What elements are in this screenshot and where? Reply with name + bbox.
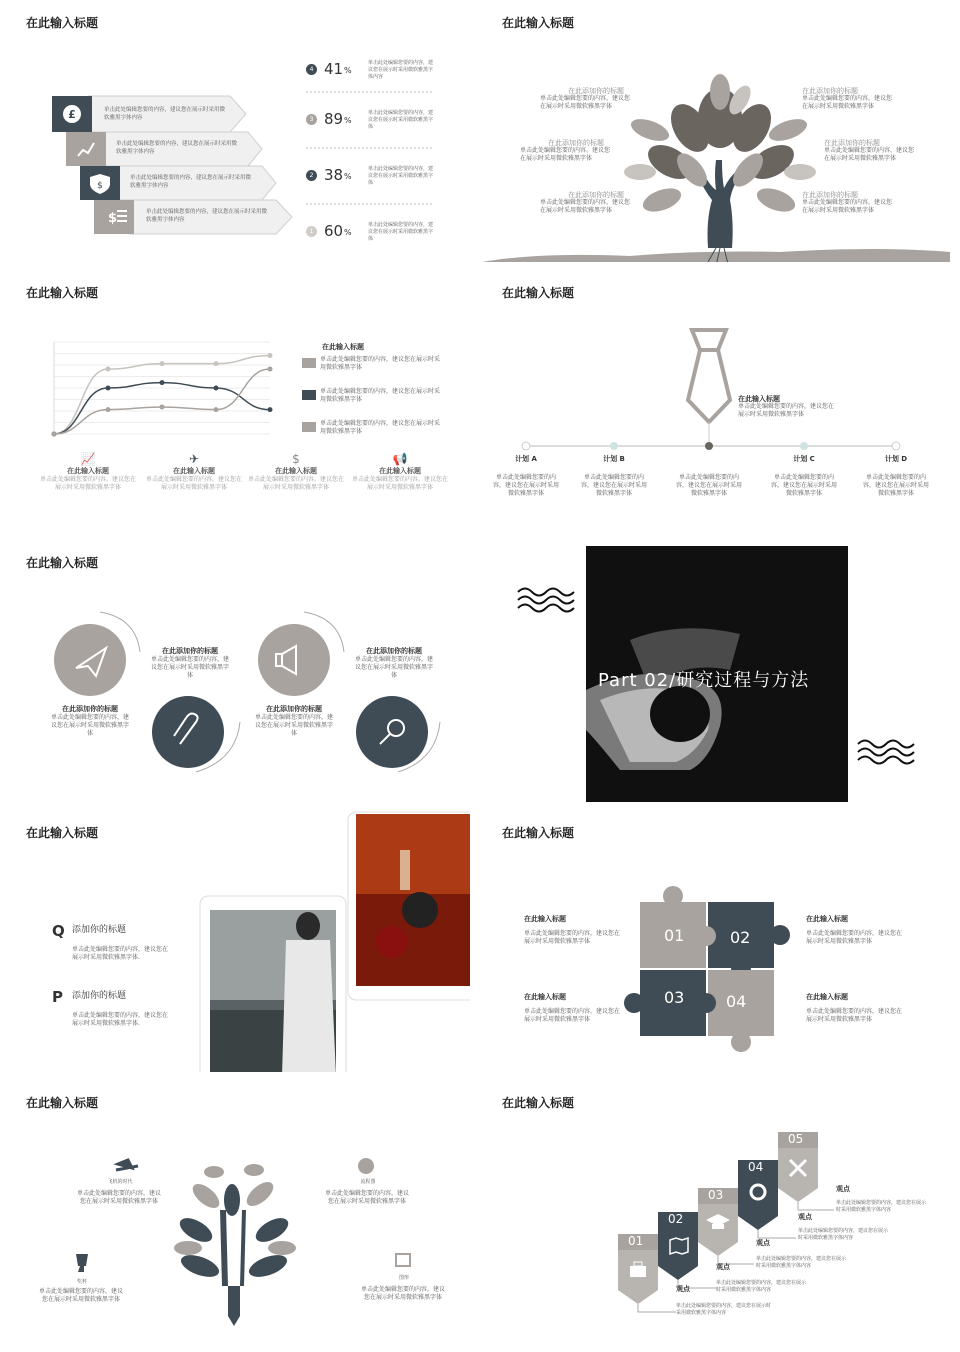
item-title: 在此添加你的标题 (266, 705, 322, 713)
callout-text: 单击此处编辑您要的内容，建议您在展示时采用微软雅黑字体 (738, 403, 835, 418)
item-text: 单击此处编辑您要的内容，建议您在展示时采用微软雅黑字体 (360, 1286, 445, 1301)
slide-7 (0, 810, 470, 1072)
item-title: 在此输入标题 (524, 993, 566, 1001)
icon-label: 飞机的时代 (107, 1179, 133, 1185)
slide-8 (480, 810, 950, 1072)
stat-text: 单击此处编辑您要的内容，建议您在展示时采用微软雅黑字体 (368, 166, 434, 186)
branch-text: 单击此处编辑您要的内容，建议您在展示时采用微软雅黑字体 (540, 199, 631, 214)
dollar-icon: $ (292, 452, 300, 466)
stat-text: 单击此处编辑您要的内容，建议您在展示时采用微软雅黑字体 (368, 222, 434, 242)
slide-title: 在此输入标题 (502, 826, 575, 840)
q-title: 添加你的标题 (72, 925, 127, 935)
item-text: 单击此处编辑您要的内容，建议您在展示时采用微软雅黑字体 (524, 930, 621, 945)
feature-text: 单击此处编辑您要的内容，建议您在展示时采用微软雅黑字体 (40, 476, 137, 491)
piece-number: 01 (664, 926, 685, 945)
stat-row (306, 60, 436, 90)
item-text: 单击此处编辑您要的内容，建议您在展示时采用微软雅黑字体 (38, 1288, 123, 1303)
item-text: 单击此处编辑您要的内容，建议您在展示时采用微软雅黑字体 (806, 930, 903, 945)
callout-title: 在此输入标题 (738, 395, 780, 403)
item-title: 在此添加你的标题 (366, 647, 422, 655)
line-chart-icon: 📈 (80, 452, 96, 466)
data-point (106, 367, 111, 372)
slide-6 (480, 540, 950, 802)
item-text: 单击此处编辑您要的内容，建议您在展示时采用微软雅黑字体 (324, 1190, 409, 1205)
slide-10 (480, 1080, 950, 1342)
branch-text: 单击此处编辑您要的内容，建议您在展示时采用微软雅黑字体 (824, 147, 915, 162)
data-point (214, 407, 219, 412)
branch-text: 单击此处编辑您要的内容，建议您在展示时采用微软雅黑字体 (520, 147, 611, 162)
viewpoint-text: 单击此处编辑您要的内容，建议您在展示时采用微软雅黑字体内容 (798, 1228, 889, 1241)
branch-text: 单击此处编辑您要的内容，建议您在展示时采用微软雅黑字体 (802, 199, 893, 214)
legend-title: 在此输入标题 (322, 343, 364, 351)
branch-title: 在此添加你的标题 (568, 87, 624, 95)
item-title: 在此添加你的标题 (62, 705, 118, 713)
viewpoint-label: 观点 (798, 1213, 812, 1221)
stat-unit: % (344, 172, 352, 181)
branch-title: 在此添加你的标题 (568, 191, 624, 199)
plan-label: 计划 B (603, 455, 625, 463)
feature-title: 在此输入标题 (67, 467, 109, 475)
slide-4 (480, 270, 950, 532)
step-number: 03 (708, 1188, 724, 1202)
piece-number: 04 (726, 992, 747, 1011)
viewpoint-label: 观点 (716, 1263, 730, 1271)
plan-label: 计划 A (515, 455, 537, 463)
data-point (160, 404, 165, 409)
slide-title: 在此输入标题 (26, 16, 99, 30)
step-text: 单击此处编辑您要的内容，建议您在展示时采用微软雅黑字体内容 (146, 209, 268, 223)
slide-2 (480, 0, 950, 262)
stat-row (306, 166, 436, 196)
item-title: 在此输入标题 (806, 915, 848, 923)
item-text: 单击此处编辑您要的内容，建议您在展示时采用微软雅黑字体 (806, 1008, 903, 1023)
item-text: 单击此处编辑您要的内容，建议您在展示时采用微软雅黑字体 (254, 714, 333, 737)
feature (248, 452, 344, 492)
q-text: 单击此处编辑您要的内容，建议您在展示时采用微软雅黑字体. (72, 946, 169, 961)
feature (146, 452, 242, 492)
legend-swatch (302, 358, 316, 368)
feature-text: 单击此处编辑您要的内容，建议您在展示时采用微软雅黑字体 (248, 476, 345, 491)
item-title: 在此输入标题 (806, 993, 848, 1001)
step-number: 01 (628, 1234, 644, 1248)
stat-row (306, 110, 436, 140)
stat-text: 单击此处编辑您要的内容，建议您在展示时采用微软雅黑字体 (368, 110, 434, 130)
step-number: 02 (668, 1212, 684, 1226)
wave-icon (858, 741, 914, 764)
step-text: 单击此处编辑您要的内容，建议您在展示时采用微软雅黑字体内容 (116, 141, 238, 155)
viewpoint-label: 观点 (836, 1185, 850, 1193)
viewpoint-label: 观点 (676, 1285, 690, 1293)
slide-title: 在此输入标题 (26, 826, 99, 840)
feature (352, 452, 448, 492)
feature-title: 在此输入标题 (275, 467, 317, 475)
slide-5 (0, 540, 470, 802)
q-letter: Q (52, 922, 65, 940)
feature-title: 在此输入标题 (379, 467, 421, 475)
item-text: 单击此处编辑您要的内容，建议您在展示时采用微软雅黑字体 (354, 656, 433, 679)
data-point (106, 386, 111, 391)
data-point (160, 380, 165, 385)
branch-title: 在此添加你的标题 (802, 87, 858, 95)
branch-title: 在此添加你的标题 (802, 191, 858, 199)
step-text: 单击此处编辑您要的内容，建议您在展示时采用微软雅黑字体内容 (130, 175, 252, 189)
airplane-icon: ✈ (188, 452, 200, 466)
branch-text: 单击此处编辑您要的内容，建议您在展示时采用微软雅黑字体 (540, 95, 631, 110)
feature-title: 在此输入标题 (173, 467, 215, 475)
legend-swatch (302, 422, 316, 432)
slide-3 (0, 270, 470, 532)
slide-title: 在此输入标题 (26, 556, 99, 570)
plan-text: 单击此处编辑您要的内容，建议您在展示时采用微软雅黑字体 (492, 474, 559, 497)
plan-label: 计划 C (793, 455, 815, 463)
svg-text:$: $ (97, 181, 103, 191)
stat-text: 单击此处编辑您要的内容，建议您在展示时采用微软雅黑字体内容 (368, 60, 434, 80)
feature (40, 452, 136, 492)
data-point (268, 367, 273, 372)
p-letter: P (52, 988, 63, 1006)
data-point (160, 361, 165, 366)
stat-number-badge: 2 (306, 170, 317, 181)
icon-label: 奖杯 (76, 1279, 87, 1285)
icon-label: 图形 (398, 1275, 409, 1281)
step-text: 单击此处编辑您要的内容，建议您在展示时采用微软雅黑字体内容 (104, 107, 226, 121)
section-title: Part 02/研究过程与方法 (598, 670, 810, 691)
item-text: 单击此处编辑您要的内容，建议您在展示时采用微软雅黑字体 (150, 656, 229, 679)
stat-value: 41 (324, 60, 344, 78)
hand-tree-graphic (480, 0, 950, 262)
piece-number: 02 (730, 928, 751, 947)
tie-icon (688, 330, 730, 422)
slide-title: 在此输入标题 (502, 16, 575, 30)
svg-text:$: $ (108, 211, 118, 226)
data-point (106, 407, 111, 412)
data-point (268, 353, 273, 358)
stat-number-badge: 1 (306, 226, 317, 237)
plan-text: 单击此处编辑您要的内容，建议您在展示时采用微软雅黑字体 (770, 474, 837, 497)
step-number: 05 (788, 1132, 804, 1146)
stat-value: 60 (324, 222, 344, 240)
legend-text: 单击此处编辑您要的内容，建议您在展示时采用微软雅黑字体 (320, 356, 441, 371)
item-text: 单击此处编辑您要的内容，建议您在展示时采用微软雅黑字体 (524, 1008, 621, 1023)
viewpoint-text: 单击此处编辑您要的内容，建议您在展示时采用微软雅黑字体内容 (756, 1256, 847, 1269)
svg-text:£: £ (68, 108, 76, 121)
megaphone-icon: 📢 (392, 452, 408, 466)
stat-number-badge: 3 (306, 114, 317, 125)
p-text: 单击此处编辑您要的内容，建议您在展示时采用微软雅黑字体. (72, 1012, 169, 1027)
legend-text: 单击此处编辑您要的内容，建议您在展示时采用微软雅黑字体 (320, 388, 441, 403)
stat-unit: % (344, 116, 352, 125)
data-point (52, 432, 57, 437)
plan-label: 计划 D (884, 455, 908, 463)
feature-text: 单击此处编辑您要的内容，建议您在展示时采用微软雅黑字体 (352, 476, 449, 491)
item-title: 在此添加你的标题 (162, 647, 218, 655)
item-text: 单击此处编辑您要的内容，建议您在展示时采用微软雅黑字体 (76, 1190, 161, 1205)
slide-9 (0, 1080, 470, 1342)
stat-value: 38 (324, 166, 344, 184)
feature-text: 单击此处编辑您要的内容，建议您在展示时采用微软雅黑字体 (146, 476, 243, 491)
stat-value: 89 (324, 110, 344, 128)
data-point (214, 361, 219, 366)
viewpoint-label: 观点 (756, 1239, 770, 1247)
branch-text: 单击此处编辑您要的内容，建议您在展示时采用微软雅黑字体 (802, 95, 893, 110)
legend-text: 单击此处编辑您要的内容，建议您在展示时采用微软雅黑字体 (320, 420, 441, 435)
icon-label: 流程图 (360, 1179, 376, 1185)
plan-text: 单击此处编辑您要的内容，建议您在展示时采用微软雅黑字体 (862, 474, 929, 497)
stat-unit: % (344, 228, 352, 237)
item-title: 在此输入标题 (524, 915, 566, 923)
slide-title: 在此输入标题 (26, 286, 99, 300)
stat-row (306, 222, 436, 252)
device-mockup (0, 810, 470, 1072)
item-text: 单击此处编辑您要的内容，建议您在展示时采用微软雅黑字体 (50, 714, 129, 737)
data-point (268, 407, 273, 412)
data-point (214, 386, 219, 391)
stat-unit: % (344, 66, 352, 75)
branch-title: 在此添加你的标题 (548, 139, 604, 147)
legend-swatch (302, 390, 316, 400)
slide-title: 在此输入标题 (502, 1096, 575, 1110)
step-number: 04 (748, 1160, 764, 1174)
plan-text: 单击此处编辑您要的内容，建议您在展示时采用微软雅黑字体 (580, 474, 647, 497)
viewpoint-text: 单击此处编辑您要的内容，建议您在展示时采用微软雅黑字体内容 (716, 1280, 807, 1293)
branch-title: 在此添加你的标题 (824, 139, 880, 147)
wave-icon (518, 589, 574, 612)
stat-number-badge: 4 (306, 64, 317, 75)
viewpoint-text: 单击此处编辑您要的内容，建议您在展示时采用微软雅黑字体内容 (836, 1200, 927, 1213)
piece-number: 03 (664, 988, 685, 1007)
plan-text: 单击此处编辑您要的内容，建议您在展示时采用微软雅黑字体 (675, 474, 742, 497)
viewpoint-text: 单击此处编辑您要的内容，建议您在展示时采用微软雅黑字体内容 (676, 1303, 772, 1316)
slide-1 (0, 0, 470, 262)
p-title: 添加你的标题 (72, 991, 127, 1001)
slide-title: 在此输入标题 (26, 1096, 99, 1110)
slide-title: 在此输入标题 (502, 286, 575, 300)
